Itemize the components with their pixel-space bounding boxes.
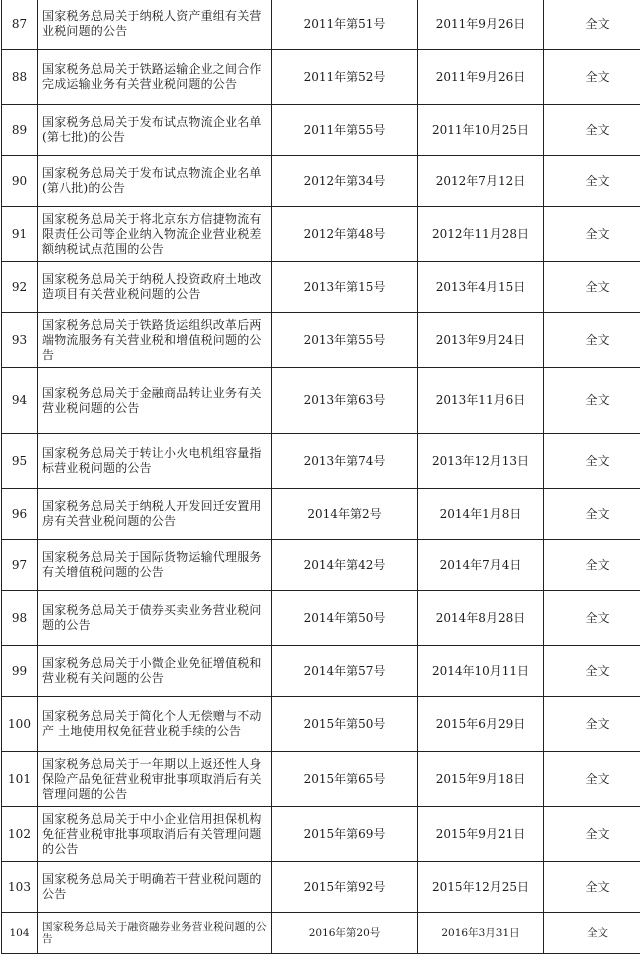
issue-date: 2013年11月6日 (435, 393, 526, 407)
full-text-link[interactable]: 全文 (585, 332, 610, 347)
document-title: 国家税务总局关于中小企业信用担保机构免征营业税审批事项取消后有关管理问题的公告 (42, 811, 262, 856)
full-text-link[interactable]: 全文 (585, 173, 610, 188)
table-row (2, 862, 640, 913)
table-row (2, 50, 640, 105)
row-number-cell (2, 207, 38, 262)
document-number: 2014年第57号 (303, 663, 386, 678)
full-text-link-cell[interactable] (544, 262, 640, 313)
regulations-table (1, 0, 640, 954)
document-title-cell (38, 50, 272, 105)
document-title-cell (38, 697, 272, 752)
full-text-link[interactable]: 全文 (585, 279, 610, 294)
row-number: 94 (11, 393, 28, 407)
issue-date-cell (418, 368, 544, 434)
table-row (2, 697, 640, 752)
document-title-cell (38, 752, 272, 807)
document-title: 国家税务总局关于发布试点物流企业名单(第七批)的公告 (42, 115, 262, 144)
document-number-cell (272, 591, 418, 646)
table-row (2, 646, 640, 697)
document-title: 国家税务总局关于纳税人开发回迁安置用房有关营业税问题的公告 (42, 499, 262, 528)
document-number: 2011年第51号 (303, 16, 386, 31)
document-title-cell (38, 913, 272, 954)
document-number-cell (272, 0, 418, 50)
document-title: 国家税务总局关于金融商品转让业务有关营业税问题的公告 (42, 385, 262, 415)
full-text-link-cell[interactable] (544, 50, 640, 105)
row-number-cell (2, 313, 38, 368)
full-text-link-cell[interactable] (544, 591, 640, 646)
full-text-link[interactable]: 全文 (585, 716, 610, 731)
issue-date-cell (418, 697, 544, 752)
row-number: 88 (11, 69, 28, 84)
issue-date-cell (418, 913, 544, 954)
row-number: 104 (9, 927, 30, 939)
table-row (2, 0, 640, 50)
row-number-cell (2, 0, 38, 50)
row-number-cell (2, 105, 38, 156)
document-title: 国家税务总局关于铁路货运组织改革后两端物流服务有关营业税和增值税问题的公告 (42, 317, 262, 362)
full-text-link[interactable]: 全文 (585, 453, 610, 468)
document-number-cell (272, 434, 418, 489)
table-row (2, 807, 640, 862)
document-title: 国家税务总局关于一年期以上返还性人身保险产品免征营业税审批事项取消后有关管理问题的公告 (42, 756, 262, 801)
issue-date: 2011年10月25日 (431, 122, 530, 137)
document-number: 2013年第15号 (303, 279, 386, 294)
full-text-link[interactable]: 全文 (585, 69, 610, 84)
full-text-link-cell[interactable] (544, 646, 640, 697)
issue-date-cell (418, 313, 544, 368)
document-number-cell (272, 489, 418, 540)
full-text-link[interactable]: 全文 (585, 506, 610, 521)
row-number: 95 (11, 453, 28, 468)
issue-date: 2011年9月26日 (435, 16, 526, 31)
document-title: 国家税务总局关于简化个人无偿赠与不动产 土地使用权免征营业税手续的公告 (42, 709, 262, 738)
document-title-cell (38, 105, 272, 156)
full-text-link-cell[interactable] (544, 752, 640, 807)
full-text-link[interactable]: 全文 (585, 771, 610, 786)
issue-date: 2015年9月21日 (435, 826, 526, 841)
document-number: 2015年第65号 (303, 771, 386, 786)
full-text-link[interactable]: 全文 (587, 927, 608, 939)
document-title-cell (38, 156, 272, 207)
document-title-cell (38, 807, 272, 862)
document-number-cell (272, 862, 418, 913)
document-number: 2014年第2号 (307, 506, 382, 521)
row-number: 99 (11, 663, 28, 678)
issue-date-cell (418, 862, 544, 913)
document-title: 国家税务总局关于债券买卖业务营业税问题的公告 (42, 603, 262, 632)
row-number-cell (2, 540, 38, 591)
full-text-link-cell[interactable] (544, 156, 640, 207)
full-text-link-cell[interactable] (544, 913, 640, 954)
issue-date-cell (418, 0, 544, 50)
issue-date-cell (418, 591, 544, 646)
document-number: 2014年第42号 (303, 557, 386, 572)
document-number-cell (272, 646, 418, 697)
full-text-link-cell[interactable] (544, 313, 640, 368)
row-number: 89 (11, 122, 28, 137)
full-text-link[interactable]: 全文 (585, 557, 610, 572)
issue-date-cell (418, 50, 544, 105)
document-number-cell (272, 105, 418, 156)
issue-date: 2016年3月31日 (441, 927, 520, 939)
document-title-cell (38, 862, 272, 913)
row-number: 92 (11, 279, 28, 294)
full-text-link-cell[interactable] (544, 807, 640, 862)
table-row (2, 368, 640, 434)
issue-date: 2013年4月15日 (435, 279, 526, 294)
document-number: 2015年第50号 (303, 716, 386, 731)
issue-date: 2015年6月29日 (435, 716, 526, 731)
issue-date: 2015年12月25日 (431, 879, 530, 894)
table-row (2, 489, 640, 540)
table-row (2, 156, 640, 207)
document-number-cell (272, 807, 418, 862)
issue-date: 2013年9月24日 (435, 332, 526, 347)
document-number: 2013年第55号 (303, 332, 386, 347)
document-number-cell (272, 752, 418, 807)
document-number: 2014年第50号 (303, 610, 386, 625)
table-row (2, 434, 640, 489)
document-title: 国家税务总局关于融资融券业务营业税问题的公告 (42, 921, 267, 945)
document-number: 2012年第34号 (303, 173, 386, 188)
row-number-cell (2, 156, 38, 207)
row-number-cell (2, 489, 38, 540)
full-text-link-cell[interactable] (544, 434, 640, 489)
row-number-cell (2, 646, 38, 697)
full-text-link[interactable]: 全文 (585, 826, 610, 841)
row-number-cell (2, 807, 38, 862)
row-number-cell (2, 591, 38, 646)
document-title-cell (38, 646, 272, 697)
row-number: 101 (8, 771, 31, 786)
document-number: 2015年第69号 (303, 826, 386, 841)
document-number-cell (272, 50, 418, 105)
table-row (2, 752, 640, 807)
table-row (2, 207, 640, 262)
row-number: 90 (11, 173, 28, 188)
full-text-link-cell[interactable] (544, 207, 640, 262)
issue-date-cell (418, 752, 544, 807)
issue-date: 2014年10月11日 (431, 663, 530, 678)
document-number-cell (272, 540, 418, 591)
document-number-cell (272, 207, 418, 262)
row-number: 100 (8, 716, 31, 731)
issue-date-cell (418, 646, 544, 697)
row-number: 103 (8, 879, 31, 894)
document-title-cell (38, 207, 272, 262)
issue-date-cell (418, 540, 544, 591)
table-row (2, 262, 640, 313)
issue-date-cell (418, 489, 544, 540)
table-row (2, 313, 640, 368)
row-number-cell (2, 862, 38, 913)
full-text-link-cell[interactable] (544, 489, 640, 540)
document-number: 2013年第74号 (303, 453, 386, 468)
issue-date-cell (418, 105, 544, 156)
document-number-cell (272, 262, 418, 313)
document-number-cell (272, 368, 418, 434)
full-text-link-cell[interactable] (544, 105, 640, 156)
document-title-cell (38, 591, 272, 646)
document-title-cell (38, 540, 272, 591)
full-text-link-cell[interactable] (544, 862, 640, 913)
full-text-link[interactable]: 全文 (585, 226, 610, 241)
row-number: 98 (11, 610, 28, 625)
document-number-cell (272, 913, 418, 954)
table-row (2, 913, 640, 954)
document-number: 2011年第55号 (303, 122, 386, 137)
table-row (2, 540, 640, 591)
row-number-cell (2, 697, 38, 752)
issue-date: 2015年9月18日 (435, 771, 526, 786)
table-row (2, 591, 640, 646)
document-title: 国家税务总局关于发布试点物流企业名单(第八批)的公告 (42, 166, 262, 195)
document-title: 国家税务总局关于明确若干营业税问题的公告 (42, 872, 262, 901)
row-number: 93 (11, 332, 28, 347)
document-number: 2016年第20号 (308, 927, 381, 939)
issue-date-cell (418, 207, 544, 262)
issue-date: 2012年7月12日 (435, 173, 526, 188)
document-number: 2015年第92号 (303, 879, 386, 894)
row-number-cell (2, 262, 38, 313)
issue-date: 2013年12月13日 (431, 453, 530, 468)
document-title: 国家税务总局关于纳税人资产重组有关营业税问题的公告 (42, 9, 262, 38)
row-number: 102 (8, 826, 31, 841)
document-title-cell (38, 434, 272, 489)
issue-date-cell (418, 262, 544, 313)
document-number-cell (272, 156, 418, 207)
document-title-cell (38, 489, 272, 540)
issue-date-cell (418, 156, 544, 207)
table-body (2, 0, 640, 954)
document-title-cell (38, 0, 272, 50)
document-number-cell (272, 697, 418, 752)
issue-date-cell (418, 434, 544, 489)
document-number: 2012年第48号 (303, 226, 386, 241)
full-text-link[interactable]: 全文 (585, 122, 610, 137)
row-number-cell (2, 434, 38, 489)
full-text-link[interactable]: 全文 (585, 16, 610, 31)
full-text-link-cell[interactable] (544, 540, 640, 591)
full-text-link-cell[interactable] (544, 697, 640, 752)
document-title-cell (38, 313, 272, 368)
issue-date: 2014年8月28日 (435, 610, 526, 625)
document-title-cell (38, 368, 272, 434)
document-number-cell (272, 313, 418, 368)
issue-date: 2012年11月28日 (431, 226, 530, 241)
document-title: 国家税务总局关于铁路运输企业之间合作完成运输业务有关营业税问题的公告 (42, 62, 262, 91)
table-row (2, 105, 640, 156)
issue-date-cell (418, 807, 544, 862)
full-text-link[interactable]: 全文 (585, 879, 610, 894)
full-text-link-cell[interactable] (544, 0, 640, 50)
full-text-link[interactable]: 全文 (585, 393, 610, 407)
document-number: 2013年第63号 (303, 393, 386, 407)
full-text-link[interactable]: 全文 (585, 663, 610, 678)
document-title: 国家税务总局关于转让小火电机组容量指标营业税问题的公告 (42, 446, 262, 475)
row-number: 96 (11, 506, 28, 521)
document-title: 国家税务总局关于将北京东方信捷物流有限责任公司等企业纳入物流企业营业税差额纳税试点范围的公告 (42, 211, 262, 256)
document-number: 2011年第52号 (303, 69, 386, 84)
row-number-cell (2, 368, 38, 434)
full-text-link-cell[interactable] (544, 368, 640, 434)
row-number: 87 (11, 16, 28, 31)
row-number-cell (2, 752, 38, 807)
row-number-cell (2, 50, 38, 105)
row-number-cell (2, 913, 38, 954)
document-title-cell (38, 262, 272, 313)
issue-date: 2014年1月8日 (439, 506, 522, 521)
issue-date: 2011年9月26日 (435, 69, 526, 84)
issue-date: 2014年7月4日 (439, 557, 522, 572)
row-number: 97 (11, 557, 28, 572)
document-title: 国家税务总局关于国际货物运输代理服务有关增值税问题的公告 (42, 550, 262, 579)
document-title: 国家税务总局关于纳税人投资政府土地改造项目有关营业税问题的公告 (42, 272, 262, 301)
row-number: 91 (11, 226, 28, 241)
document-title: 国家税务总局关于小微企业免征增值税和营业税有关问题的公告 (42, 656, 262, 685)
full-text-link[interactable]: 全文 (585, 610, 610, 625)
